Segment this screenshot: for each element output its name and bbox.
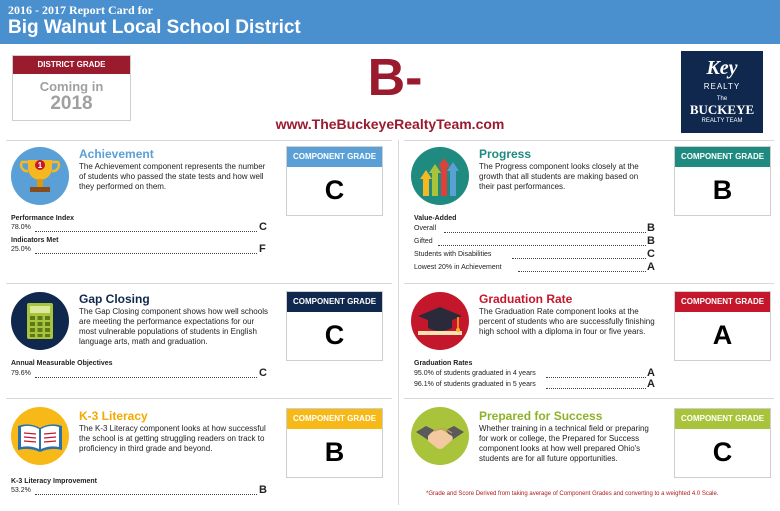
amo-grade: C (259, 367, 267, 379)
district-title: Big Walnut Local School District (8, 17, 301, 38)
gap-closing-grade-box (286, 291, 383, 361)
section-divider (6, 398, 392, 399)
graduation-desc-line: high school with a diploma in four or five years. (479, 327, 646, 336)
gap-closing-grade-label: COMPONENT GRADE (287, 292, 382, 312)
prepared-success-grade-label: COMPONENT GRADE (675, 409, 770, 429)
logo-buckeye-text: BUCKEYE (689, 102, 755, 117)
value-added-lowest-grade: A (647, 261, 655, 273)
k3-literacy-description (79, 424, 266, 454)
key-realty-logo (681, 51, 763, 133)
graduation-4yr-row (414, 367, 658, 380)
achievement-description (79, 162, 265, 192)
district-grade-box (12, 55, 131, 121)
svg-text:1: 1 (37, 161, 43, 170)
amo-value: 79.6% (11, 370, 31, 377)
graduation-5yr-label: 96.1% of students graduated in 5 years (414, 381, 536, 388)
logo-realty-text: REALTY (703, 82, 741, 91)
dotted-leader (444, 232, 646, 233)
value-added-gifted-grade: B (647, 235, 655, 247)
graduation-cap-icon (410, 291, 470, 351)
prepared-desc-line: for work or college, the Prepared for Success (479, 434, 640, 443)
graduation-rate-grade-box (674, 291, 771, 361)
district-grade-coming: Coming in (39, 79, 104, 94)
section-divider (404, 398, 774, 399)
dotted-leader (546, 388, 646, 389)
section-divider (404, 283, 774, 284)
section-divider (6, 140, 392, 141)
value-added-disabilities-row (414, 248, 658, 261)
graduation-desc-line: The Graduation Rate component looks at the (479, 307, 639, 316)
amo-title: Annual Measurable Objectives (11, 360, 113, 367)
achievement-grade: C (324, 175, 345, 205)
logo-key-text: Key (706, 57, 738, 79)
prepared-desc-line: component looks at how well prepared Ohio's (479, 444, 641, 453)
calculator-icon (10, 291, 70, 351)
value-added-disabilities-grade: C (647, 248, 655, 260)
indicators-met-grade: F (259, 243, 266, 255)
progress-title: Progress (479, 147, 532, 161)
achievement-title: Achievement (79, 147, 154, 161)
graduation-4yr-label: 95.0% of students graduated in 4 years (414, 370, 536, 377)
achievement-grade-box (286, 146, 383, 216)
value-added-gifted-label: Gifted (414, 238, 433, 245)
value-added-overall-grade: B (647, 222, 655, 234)
website-link[interactable]: www.TheBuckeyeRealtyTeam.com (275, 116, 505, 132)
literacy-desc-line: proficiency in third grade and beyond. (79, 444, 213, 453)
performance-index-row (11, 221, 269, 234)
graduation-rate-grade-label: COMPONENT GRADE (675, 292, 770, 312)
achievement-grade-label: COMPONENT GRADE (287, 147, 382, 167)
graduation-rate-title: Graduation Rate (479, 292, 573, 306)
district-grade-year: 2018 (50, 93, 93, 114)
dotted-leader (35, 231, 257, 232)
k3-improvement-value: 53.2% (11, 487, 31, 494)
graduation-4yr-grade: A (647, 367, 655, 379)
value-added-overall-label: Overall (414, 225, 437, 232)
prepared-success-description (479, 424, 649, 464)
performance-index-value: 78.0% (11, 224, 31, 231)
value-added-gifted-row (414, 235, 658, 248)
gap-desc-line: language arts, math and graduation. (79, 337, 208, 346)
trophy-icon (10, 146, 70, 206)
gap-desc-line: are meeting the performance expectations for our (79, 317, 255, 326)
dotted-leader (546, 377, 646, 378)
prepared-success-title: Prepared for Success (479, 409, 603, 423)
progress-desc-line: growth that all students are making based on (479, 172, 639, 181)
achievement-desc-line: The Achievement component represents the number (79, 162, 266, 171)
dotted-leader (35, 377, 257, 378)
progress-desc-line: The Progress component looks closely at the (479, 162, 639, 171)
k3-literacy-grade: B (324, 437, 345, 467)
value-added-lowest-label: Lowest 20% in Achievement (414, 264, 502, 271)
prepared-desc-line: Whether training in a technical field or preparing (479, 424, 649, 433)
k3-literacy-grade-label: COMPONENT GRADE (287, 409, 382, 429)
amo-row (11, 367, 269, 380)
indicators-met-row (11, 243, 269, 256)
value-added-title: Value-Added (414, 215, 457, 222)
k3-literacy-grade-box (286, 408, 383, 478)
k3-improvement-title: K-3 Literacy Improvement (11, 478, 97, 485)
value-added-lowest-row (414, 261, 658, 274)
achievement-desc-line: they performed on them. (79, 182, 167, 191)
performance-index-title: Performance Index (11, 215, 75, 222)
graduation-desc-line: percent of students who are successfully finishing (479, 317, 655, 326)
k3-improvement-grade: B (259, 484, 267, 496)
value-added-disabilities-label: Students with Disabilities (414, 251, 492, 258)
gap-closing-grade: C (324, 320, 345, 350)
prepared-success-grade-box (674, 408, 771, 478)
handshake-icon (410, 406, 470, 466)
prepared-success-grade: C (712, 437, 733, 467)
open-book-icon (10, 406, 70, 466)
progress-desc-line: their past performances. (479, 182, 566, 191)
graduation-rate-description (479, 307, 655, 337)
gap-desc-line: most vulnerable populations of students in English (79, 327, 257, 336)
k3-improvement-row (11, 484, 269, 497)
progress-grade: B (712, 175, 733, 205)
district-grade-label: DISTRICT GRADE (13, 56, 130, 74)
gap-closing-title: Gap Closing (79, 292, 150, 306)
graduation-rate-grade: A (712, 320, 733, 350)
dotted-leader (35, 253, 257, 254)
indicators-met-value: 25.0% (11, 246, 31, 253)
logo-team-text: REALTY TEAM (701, 118, 743, 124)
gap-desc-line: The Gap Closing component shows how well schools (79, 307, 268, 316)
report-subtitle: 2016 - 2017 Report Card for (8, 3, 153, 17)
dotted-leader (35, 494, 257, 495)
progress-grade-box (674, 146, 771, 216)
dotted-leader (438, 245, 646, 246)
section-divider (6, 283, 392, 284)
indicators-met-title: Indicators Met (11, 237, 59, 244)
performance-index-grade: C (259, 221, 267, 233)
dotted-leader (518, 271, 646, 272)
graduation-5yr-row (414, 378, 658, 391)
k3-literacy-title: K-3 Literacy (79, 409, 148, 423)
column-divider (398, 140, 399, 505)
literacy-desc-line: the school is at getting struggling readers on track to (79, 434, 265, 443)
progress-description (479, 162, 639, 192)
logo-the-text: The (716, 96, 728, 102)
overall-grade: B- (367, 49, 423, 107)
report-header (0, 0, 780, 44)
graduation-5yr-grade: A (647, 378, 655, 390)
value-added-overall-row (414, 222, 658, 235)
progress-grade-label: COMPONENT GRADE (675, 147, 770, 167)
literacy-desc-line: The K-3 Literacy component looks at how successful (79, 424, 266, 433)
bar-growth-icon (410, 146, 470, 206)
achievement-desc-line: of students who passed the state tests and how well (79, 172, 264, 181)
prepared-desc-line: students are for all future opportunities. (479, 454, 618, 463)
footnote: *Grade and Score Derived from taking average of Component Grades and converting to a weighted 4.0 Scale. (426, 491, 719, 497)
dotted-leader (512, 258, 646, 259)
graduation-rates-title: Graduation Rates (414, 360, 473, 367)
gap-closing-description (79, 307, 268, 347)
section-divider (404, 140, 774, 141)
